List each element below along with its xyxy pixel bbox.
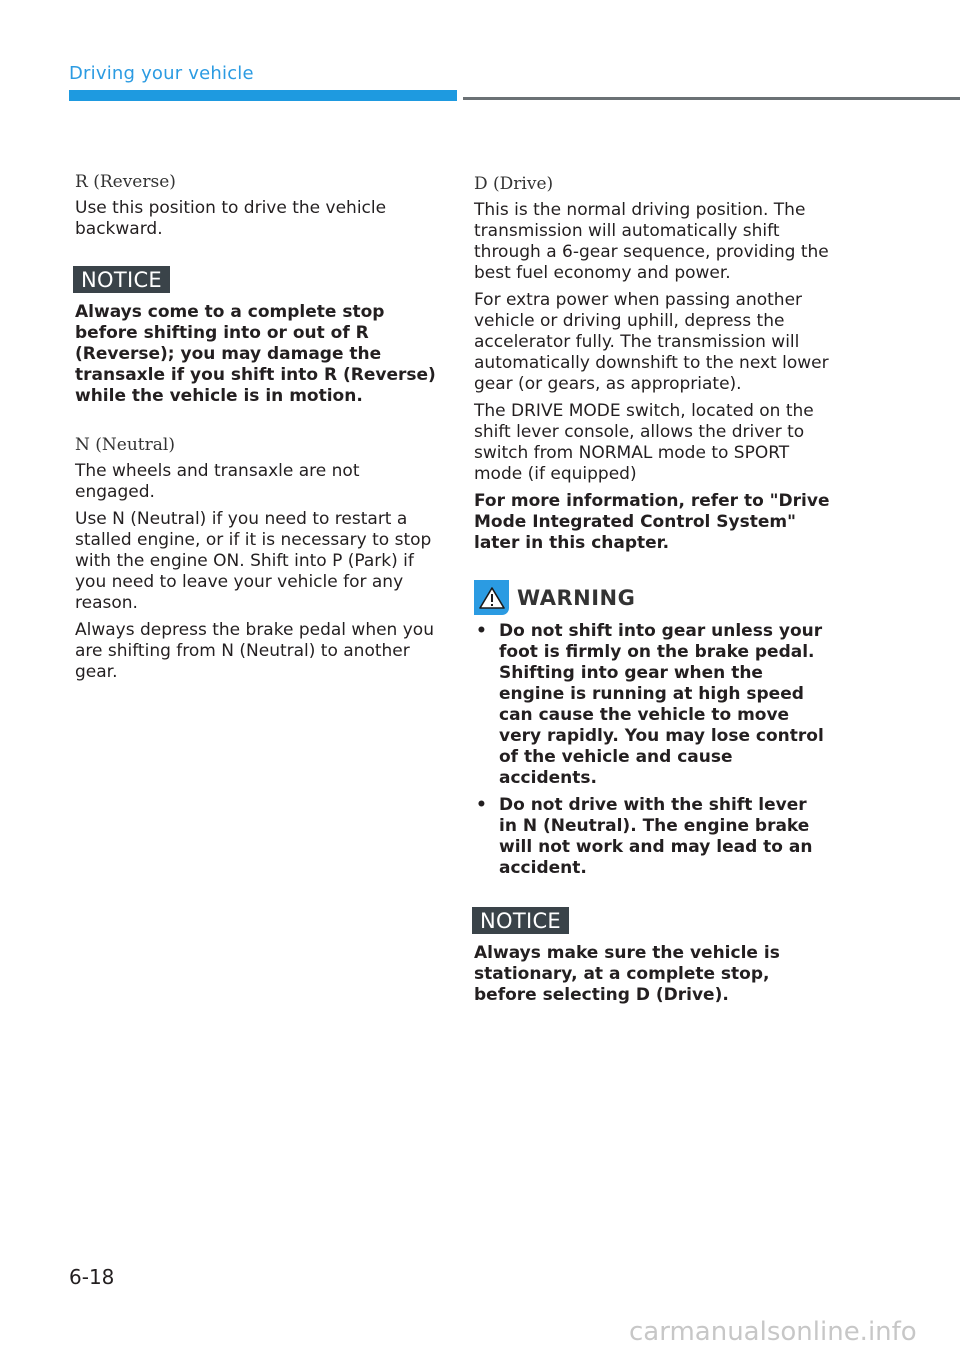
notice-label: NOTICE	[472, 907, 569, 934]
neutral-paragraph: Use N (Neutral) if you need to restart a stalled engine, or if it is necessary to stop with the engine ON. Shift into P (Park) if you need to leave your vehicle for any reason.	[75, 509, 432, 613]
reverse-text: Use this position to drive the vehicle backward.	[75, 198, 387, 239]
reverse-heading: R (Reverse)	[75, 172, 176, 192]
notice-text: Always make sure the vehicle is stationary, at a complete stop, before selecting D (Drive).	[474, 943, 780, 1005]
notice-text: Always come to a complete stop before shifting into or out of R (Reverse); you may damage the transaxle if you shift into R (Reverse) while the vehicle is in motion.	[75, 302, 436, 406]
drive-reference: For more information, refer to "Drive Mode Integrated Control System" later in this chapter.	[474, 491, 830, 553]
notice-label: NOTICE	[73, 266, 170, 293]
warning-item: • Do not drive with the shift lever in N (Neutral). The engine brake will not work and may lead to an accident.	[474, 795, 830, 879]
drive-heading: D (Drive)	[474, 174, 554, 194]
page-number: 6-18	[69, 1265, 115, 1289]
warning-item: • Do not shift into gear unless your foot is firmly on the brake pedal. Shifting into gear when the engine is running at high speed can cause the vehicle to move very rapidly. You may lose control of the vehicle and cause accidents.	[474, 621, 830, 789]
header-rule	[463, 97, 960, 100]
neutral-heading: N (Neutral)	[75, 435, 175, 455]
header-rule-accent	[69, 90, 457, 101]
neutral-paragraph: Always depress the brake pedal when you are shifting from N (Neutral) to another gear.	[75, 620, 434, 682]
warning-triangle-icon	[474, 580, 509, 615]
warning-header	[474, 580, 830, 615]
watermark: carmanualsonline.info	[629, 1317, 917, 1347]
neutral-paragraph: The wheels and transaxle are not engaged.	[75, 461, 360, 502]
section-title: Driving your vehicle	[69, 63, 254, 84]
warning-label: WARNING	[517, 585, 636, 610]
left-column	[75, 172, 437, 689]
drive-paragraph: This is the normal driving position. The transmission will automatically shift through a 6-gear sequence, providing the best fuel economy and power.	[474, 200, 829, 283]
right-column	[474, 172, 830, 1012]
drive-paragraph: The DRIVE MODE switch, located on the shift lever console, allows the driver to switch from NORMAL mode to SPORT mode (if equipped)	[474, 401, 814, 484]
warning-list	[474, 621, 830, 879]
drive-paragraph: For extra power when passing another vehicle or driving uphill, depress the accelerator fully. The transmission will automatically downshift to the next lower gear (or gears, as appropriate).	[474, 290, 829, 394]
